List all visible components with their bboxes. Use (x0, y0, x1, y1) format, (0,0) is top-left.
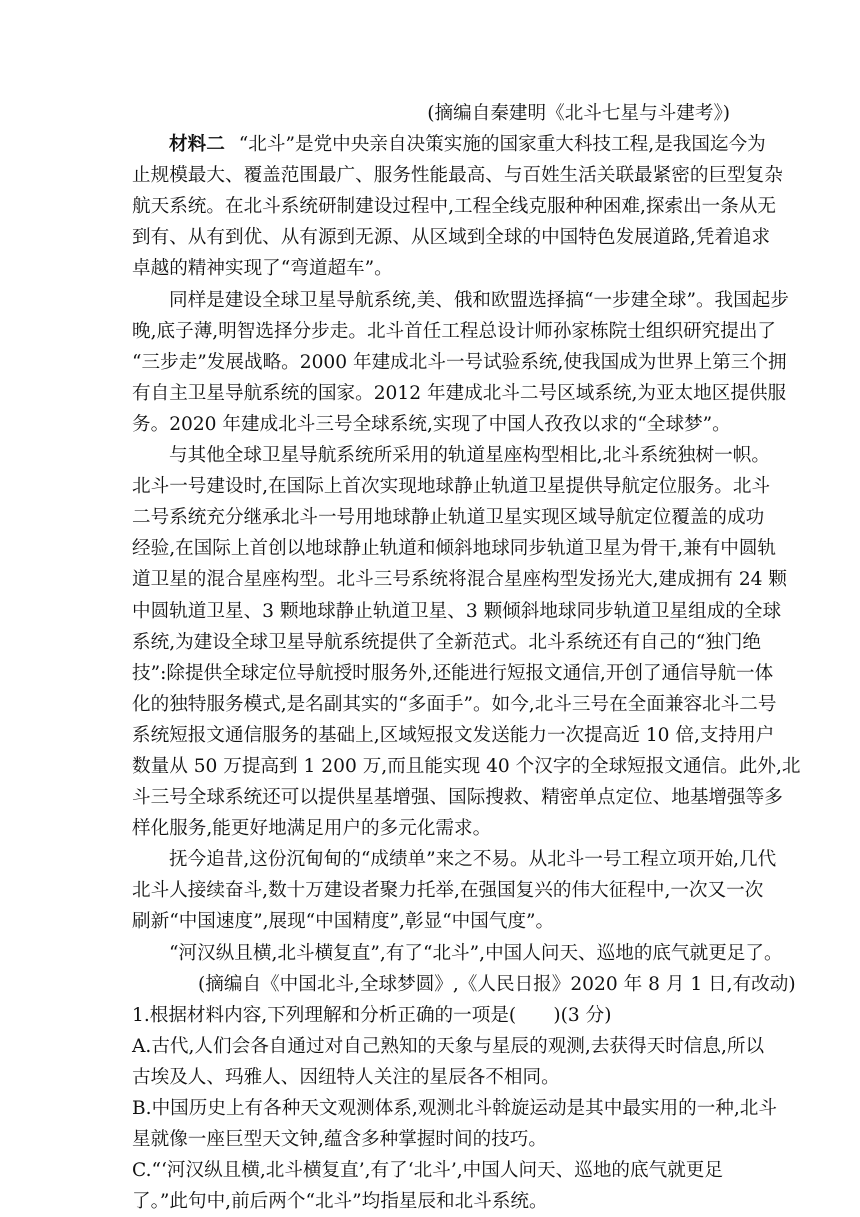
text-line: 务。2020 年建成北斗三号全球系统,实现了中国人孜孜以求的“全球梦”。 (132, 413, 731, 435)
question-stem: 1.根据材料内容,下列理解和分析正确的一项是( )(3 分) (132, 1004, 612, 1026)
text-line: 航天系统。在北斗系统研制建设过程中,工程全线克服种种困难,探索出一条从无 (132, 196, 777, 218)
text-line: 系统,为建设全球卫星导航系统提供了全新范式。北斗系统还有自己的“独门绝 (132, 631, 762, 653)
text-line: 北斗一号建设时,在国际上首次实现地球静止轨道卫星提供导航定位服务。北斗 (132, 476, 771, 498)
text-line: 二号系统充分继承北斗一号用地球静止轨道卫星实现区域导航定位覆盖的成功 (132, 507, 765, 529)
text-line: 卓越的精神实现了“弯道超车”。 (132, 258, 393, 280)
text-line: 样化服务,能更好地满足用户的多元化需求。 (132, 818, 492, 840)
document-page (132, 98, 801, 1217)
text-line: “河汉纵且横,北斗横复直”,有了“北斗”,中国人问天、巡地的底气就更足了。 (169, 942, 783, 964)
source-citation-1: (摘编自秦建明《北斗七星与斗建考》) (427, 103, 730, 124)
text-line: 刷新“中国速度”,展现“中国精度”,彰显“中国气度”。 (132, 911, 555, 933)
option-b[interactable] (132, 1093, 777, 1155)
option-line: 星就像一座巨型天文钟,蕴含多种掌握时间的技巧。 (132, 1129, 547, 1151)
material-2-paragraph-2 (132, 285, 789, 440)
option-line: 古埃及人、玛雅人、因纽特人关注的星辰各不相同。 (132, 1066, 560, 1088)
text-line: 抚今追昔,这份沉甸甸的“成绩单”来之不易。从北斗一号工程立项开始,几代 (169, 849, 777, 871)
text-line: 经验,在国际上首创以地球静止轨道和倾斜地球同步轨道卫星为骨干,兼有中圆轨 (132, 538, 777, 560)
text-line: 到有、从有到优、从有源到无源、从区域到全球的中国特色发展道路,凭着追求 (132, 227, 771, 249)
text-line: 晚,底子薄,明智选择分步走。北斗首任工程总设计师孙家栋院士组织研究提出了 (132, 320, 777, 342)
option-line: A.古代,人们会各自通过对自己熟知的天象与星辰的观测,去获得天时信息,所以 (132, 1035, 765, 1057)
text-segment: “北斗”是党中央亲自决策实施的国家重大科技工程,是我国迄今为 (238, 134, 766, 156)
text-line (132, 129, 766, 160)
text-line: 止规模最大、覆盖范围最广、服务性能最高、与百姓生活关联最紧密的巨型复杂 (132, 165, 783, 187)
option-line: 了。”此句中,前后两个“北斗”均指星辰和北斗系统。 (132, 1191, 548, 1213)
text-line: 数量从 50 万提高到 1 200 万,而且能实现 40 个汉字的全球短报文通信。此外,北 (132, 755, 801, 777)
text-line: 斗三号全球系统还可以提供星基增强、国际搜救、精密单点定位、地基增强等多 (132, 787, 783, 809)
text-line: “三步走”发展战略。2000 年建成北斗一号试验系统,使我国成为世界上第三个拥 (132, 351, 787, 373)
option-c[interactable] (132, 1155, 730, 1217)
text-line: 中圆轨道卫星、3 颗地球静止轨道卫星、3 颗倾斜地球同步轨道卫星组成的全球 (132, 600, 782, 622)
text-line: 与其他全球卫星导航系统所采用的轨道星座构型相比,北斗系统独树一帜。 (169, 445, 770, 467)
option-a[interactable] (132, 1031, 765, 1093)
material-label: 材料二 (169, 134, 225, 156)
text-line: 化的独特服务模式,是名副其实的“多面手”。如今,北斗三号在全面兼容北斗二号 (132, 693, 777, 715)
text-line: 技”:除提供全球定位导航授时服务外,还能进行短报文通信,开创了通信导航一体 (132, 662, 774, 684)
source-citation-2: (摘编自《中国北斗,全球梦圆》,《人民日报》2020 年 8 月 1 日,有改动) (198, 973, 796, 995)
text-line: 北斗人接续奋斗,数十万建设者聚力托举,在强国复兴的伟大征程中,一次又一次 (132, 880, 764, 902)
material-2-paragraph-4 (132, 844, 777, 937)
material-2-paragraph-1 (132, 129, 783, 284)
option-line: C.“‘河汉纵且横,北斗横复直’,有了‘北斗’,中国人问天、巡地的底气就更足 (132, 1160, 723, 1182)
text-line: 有自主卫星导航系统的国家。2012 年建成北斗二号区域系统,为亚太地区提供服 (132, 382, 787, 404)
material-2-paragraph-3 (132, 440, 801, 844)
text-line: 道卫星的混合星座构型。北斗三号系统将混合星座构型发扬光大,建成拥有 24 颗 (132, 569, 787, 591)
question-1 (132, 1000, 777, 1217)
material-2-paragraph-5 (132, 938, 783, 969)
option-line: B.中国历史上有各种天文观测体系,观测北斗斡旋运动是其中最实用的一种,北斗 (132, 1098, 777, 1119)
text-line: 同样是建设全球卫星导航系统,美、俄和欧盟选择搞“一步建全球”。我国起步 (169, 289, 789, 311)
text-line: 系统短报文通信服务的基础上,区域短报文发送能力一次提高近 10 倍,支持用户 (132, 724, 775, 746)
